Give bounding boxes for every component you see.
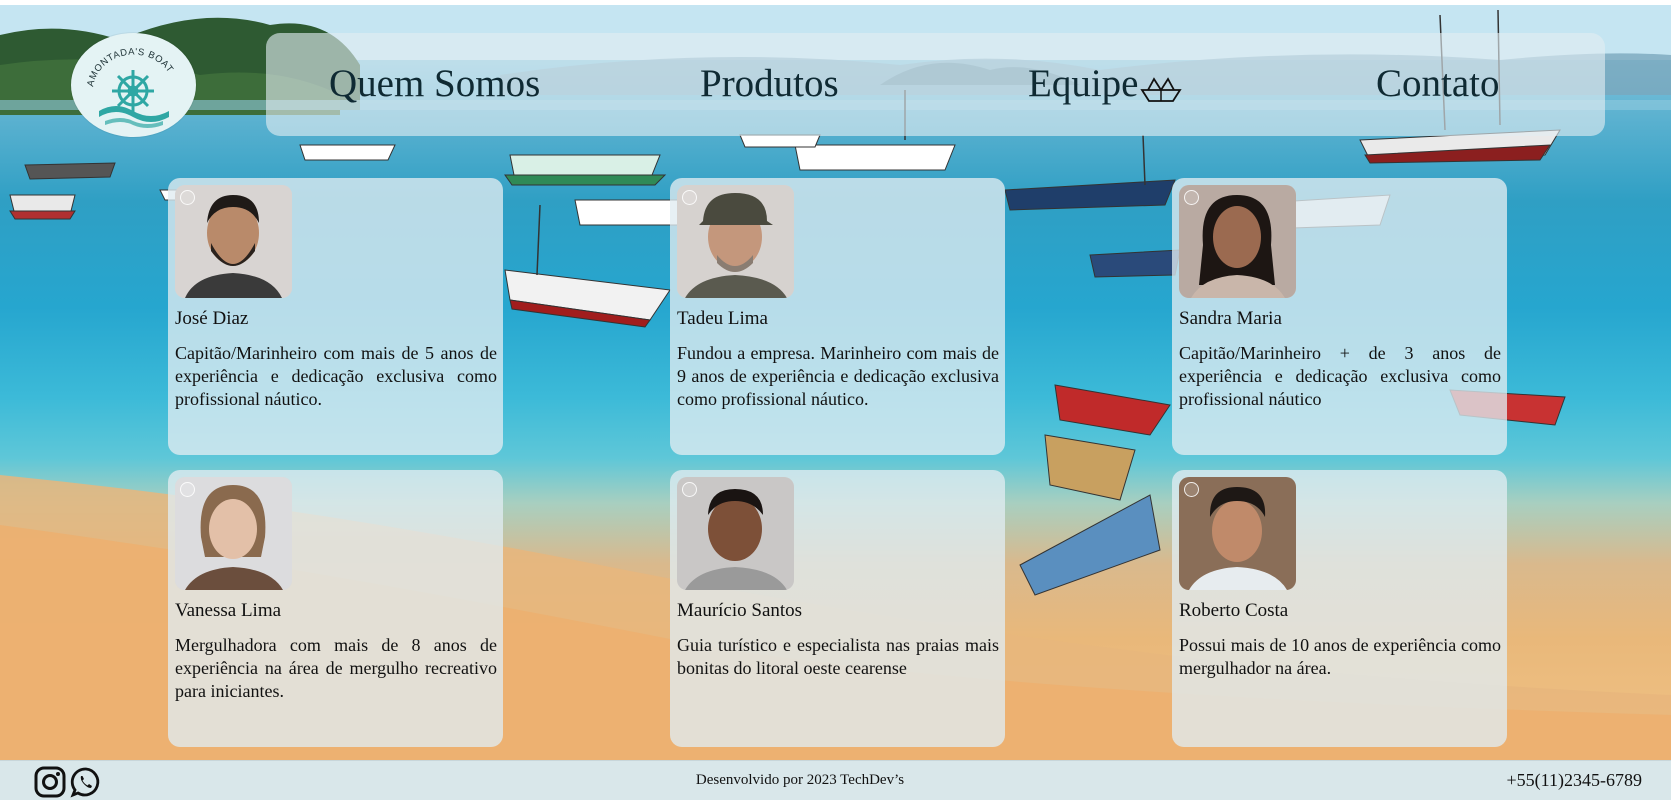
team-card xyxy=(670,470,1005,747)
team-member-name: Sandra Maria xyxy=(1179,308,1282,329)
paper-boat-icon xyxy=(1140,69,1182,97)
select-radio[interactable] xyxy=(1184,482,1199,497)
team-member-name: José Diaz xyxy=(175,308,249,329)
team-member-name: Maurício Santos xyxy=(677,600,803,621)
footer-phone[interactable]: +55(11)2345-6789 xyxy=(1506,770,1642,790)
select-radio[interactable] xyxy=(1184,190,1199,205)
team-card xyxy=(168,470,503,747)
svg-text:AMONTADA'S BOAT xyxy=(85,46,175,87)
nav-contato[interactable]: Contato xyxy=(1376,62,1500,105)
brand-logo[interactable] xyxy=(71,33,196,137)
main-navigation xyxy=(266,33,1605,136)
select-radio[interactable] xyxy=(682,190,697,205)
nav-produtos[interactable]: Produtos xyxy=(700,62,839,105)
team-member-name: Roberto Costa xyxy=(1179,600,1289,621)
nav-equipe[interactable] xyxy=(1028,61,1182,106)
team-card xyxy=(1172,178,1507,455)
team-member-description: Guia turístico e especialista nas praias mais bonitas do litoral oeste cearense xyxy=(677,635,999,678)
nav-equipe-label: Equipe xyxy=(1028,62,1139,105)
logo-text: AMONTADA'S BOAT xyxy=(85,46,176,88)
team-member-name: Vanessa Lima xyxy=(175,600,282,621)
select-radio[interactable] xyxy=(682,482,697,497)
team-member-description: Fundou a empresa. Marinheiro com mais de 9 anos de experiência e dedicação exclusiva como profissional náutico. xyxy=(677,343,999,409)
team-card xyxy=(1172,470,1507,747)
select-radio[interactable] xyxy=(180,482,195,497)
team-member-description: Possui mais de 10 anos de experiência como mergulhador na área. xyxy=(1179,635,1501,678)
team-card xyxy=(670,178,1005,455)
footer xyxy=(0,760,1671,800)
nav-quem-somos[interactable]: Quem Somos xyxy=(329,62,541,105)
footer-credit: Desenvolvido por 2023 TechDev’s xyxy=(695,772,905,788)
team-member-description: Capitão/Marinheiro com mais de 5 anos de experiência e dedicação exclusiva como profissional náutico. xyxy=(175,343,497,409)
team-member-description: Capitão/Marinheiro + de 3 anos de experiência e dedicação exclusiva como profissional náutico xyxy=(1179,343,1501,409)
team-member-name: Tadeu Lima xyxy=(677,308,768,329)
select-radio[interactable] xyxy=(180,190,195,205)
team-card xyxy=(168,178,503,455)
team-member-description: Mergulhadora com mais de 8 anos de experiência na área de mergulho recreativo para iniciantes. xyxy=(175,635,497,701)
